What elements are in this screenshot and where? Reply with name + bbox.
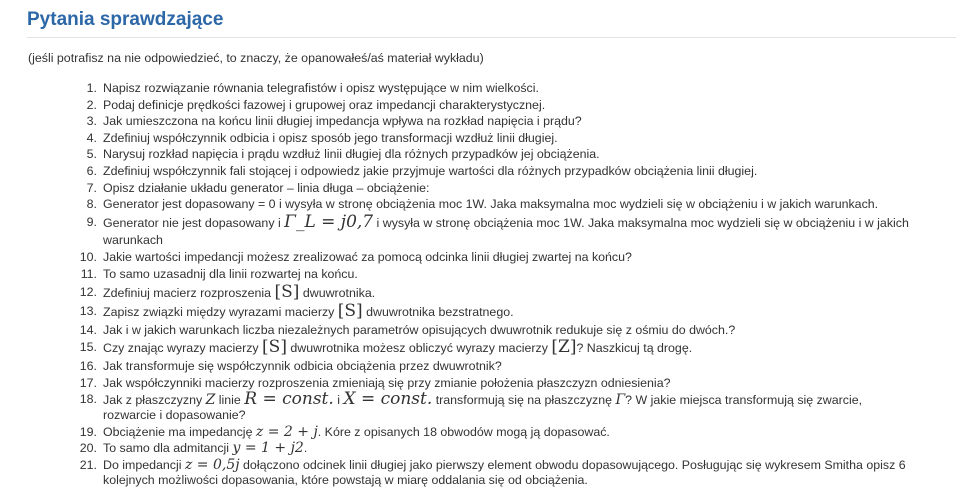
question-number: 3. [86,114,97,129]
question-text: ? Naszkicuj tą drogę. [576,341,693,356]
math-formula: Γ_L = j0,7 [284,211,374,232]
math-formula: y = 1 + j2 [232,440,304,457]
question-item [0,114,956,129]
question-text: Podaj definicje prędkości fazowej i grupowej oraz impedancji charakterystycznej. [103,97,546,112]
question-text: Jak z płaszczyzny [103,393,206,408]
question-number: 6. [86,163,97,178]
question-number: 11. [80,266,97,281]
question-item [0,131,956,146]
question-number: 15. [79,340,97,355]
question-number: 8. [86,197,97,212]
question-number: 20. [79,441,97,456]
question-item [0,267,956,282]
question-item [0,303,956,321]
question-text: Jakie wartości impedancji możesz zrealizować za pomocą odcinka linii długiej zwartej na końcu? [103,250,632,265]
question-number: 17. [79,375,97,390]
question-item [0,425,956,440]
question-item [0,250,956,265]
question-number: 5. [86,147,97,162]
question-number: 21. [79,457,97,472]
question-number: 4. [86,130,97,145]
question-number: 14. [79,322,97,337]
question-item [0,376,956,391]
question-text: Jak współczynniki macierzy rozproszenia zmieniają się przy zmianie położenia płaszczyzn odniesienia? [103,375,671,390]
math-formula: [S] [274,281,300,302]
question-text: dwuwrotnika bezstratnego. [362,305,514,320]
question-text: linie [215,393,245,408]
question-item [0,98,956,113]
question-number: 16. [79,358,97,373]
question-text: Jak umieszczona na końcu linii długiej impedancja wpływa na rozkład napięcia i prądu? [103,114,582,129]
question-number: 2. [86,97,97,112]
questions-list [0,81,956,489]
math-formula: [S] [337,301,363,322]
question-text: Czy znając wyrazy macierzy [103,341,263,356]
question-number: 7. [86,180,97,195]
question-text: i [333,393,344,408]
math-formula: [Z] [551,337,577,358]
question-text: Zdefiniuj współczynnik fali stojącej i odpowiedz jakie przyjmuje wartości dla różnych przypadków obciążenia linii długiej. [103,163,758,178]
math-formula: z = 2 + j [255,423,318,440]
math-formula: R = const. [244,389,334,410]
question-number: 10. [79,250,97,265]
question-text: Obciążenie ma impedancję [103,424,256,439]
question-number: 18. [79,392,97,407]
question-text: Do impedancji [103,457,185,472]
question-text: Zdefiniuj współczynnik odbicia i opisz sposób jego transformacji wzdłuż linii długiej. [103,130,558,145]
question-number: 19. [79,424,97,439]
question-item [0,458,956,488]
question-number: 9. [86,214,97,229]
question-item [0,81,956,96]
question-text: Jak transformuje się współczynnik odbicia obciążenia przez dwuwrotnik? [103,358,502,373]
math-formula: [S] [262,337,287,358]
question-text: dołączono odcinek linii długiej jako pierwszy element obwodu dopasowującego. Posługując się wykresem Smitha opisz 6 kolejnych możliwości dopasowania, które powstają w miarę oddalania się od obciążenia. [103,457,906,487]
math-formula: Γ [615,392,626,409]
question-text: . Kóre z opisanych 18 obwodów mogą ją dopasować. [317,424,610,439]
math-formula: z = 0,5j [184,456,240,473]
question-text: . [303,441,308,456]
question-item [0,359,956,374]
question-item [0,339,956,357]
question-text: transformują się na płaszczyznę [432,393,616,408]
question-text: To samo dla admitancji [103,441,233,456]
question-text: Jak i w jakich warunkach liczba niezależnych parametrów opisujących dwuwrotnik redukuje się z ośmiu do dwóch.? [103,322,736,337]
question-text: Narysuj rozkład napięcia i prądu wzdłuż linii długiej dla różnych przypadków jej obciążenia. [103,147,600,162]
question-text: Generator jest dopasowany = 0 i wysyła w stronę obciążenia moc 1W. Jaka maksymalna moc wydzieli się w obciążeniu i w jakich warunkach. [103,197,879,212]
question-item [0,211,956,249]
question-text: To samo uzasadnij dla linii rozwartej na końcu. [103,266,358,281]
page-title: Pytania sprawdzające [27,9,224,30]
question-item [0,441,956,456]
question-text: Zdefiniuj macierz rozproszenia [103,285,275,300]
question-text: dwuwrotnika możesz obliczyć wyrazy macierzy [286,341,552,356]
question-item [0,147,956,162]
question-text: i wysyła w stronę obciążenia moc 1W. Jaka maksymalna moc wydzieli się w obciążeniu i w jakich warunkach [103,215,909,247]
math-formula: X = const. [343,389,433,410]
question-text: Opisz działanie układu generator – linia długa – obciążenie: [103,180,430,195]
math-formula: Z [205,392,216,409]
question-number: 12. [79,284,97,299]
question-item [0,281,956,302]
question-item [0,197,956,212]
question-item [0,181,956,196]
question-item [0,389,956,423]
question-text: Zapisz związki między wyrazami macierzy [103,305,338,320]
question-text: Napisz rozwiązanie równania telegrafistów i opisz występujące w nim wielkości. [103,81,539,95]
question-item [0,323,956,338]
question-text: dwuwrotnika. [299,285,376,300]
title-divider [27,37,956,38]
question-text: Generator nie jest dopasowany i [103,215,285,230]
question-number: 1. [86,81,97,95]
intro-text: (jeśli potrafisz na nie odpowiedzieć, to znaczy, że opanowałeś/aś materiał wykładu) [28,51,484,65]
question-item [0,164,956,179]
question-text: ? W jakie miejsca transformują się zwarcie, rozwarcie i dopasowanie? [103,393,863,423]
question-number: 13. [79,304,97,319]
